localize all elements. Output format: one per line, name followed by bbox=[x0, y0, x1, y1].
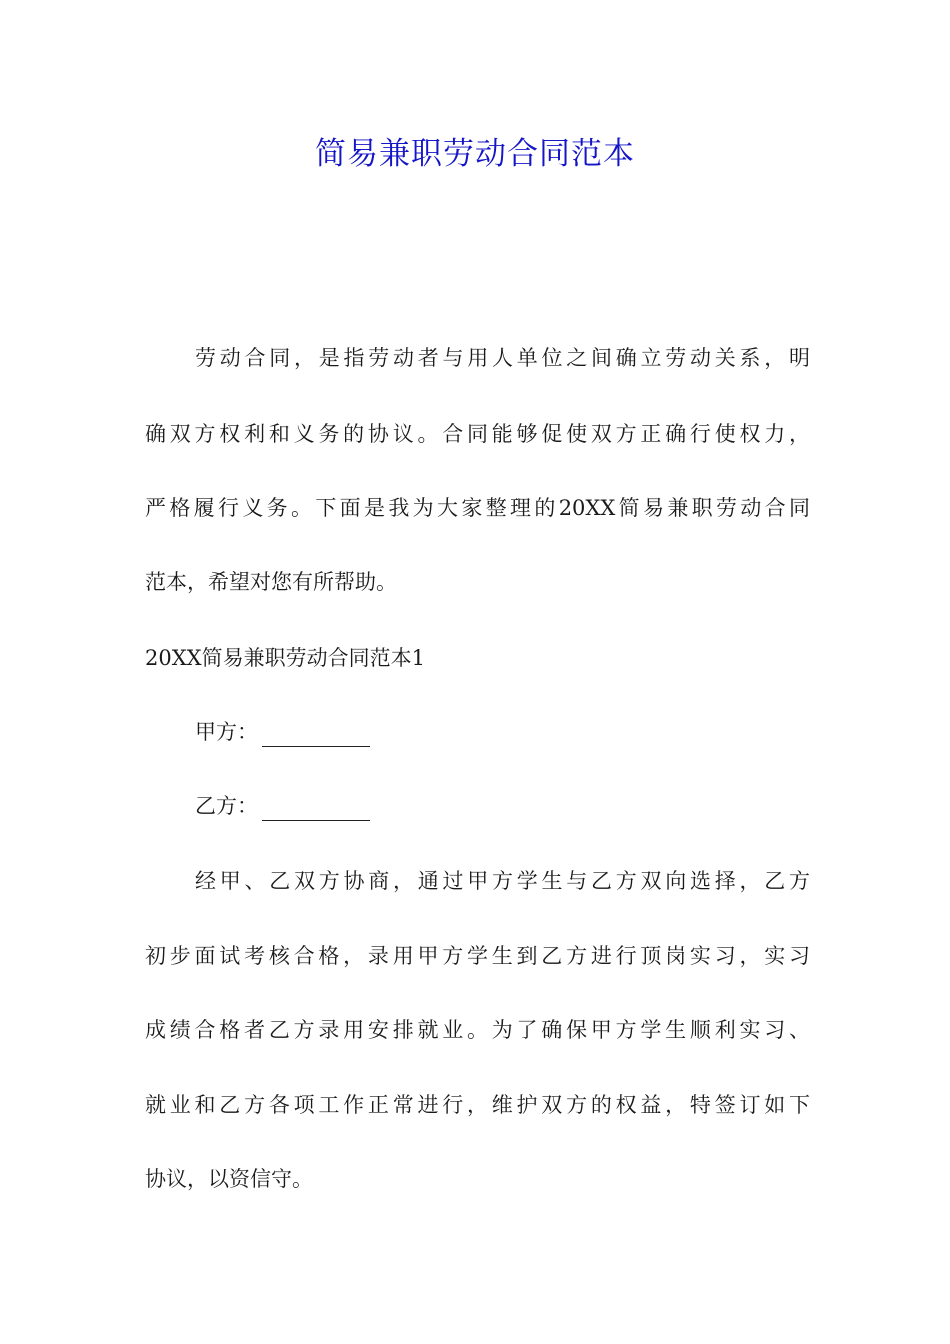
party-a-blank bbox=[262, 724, 370, 747]
agreement-line-5: 协议，以资信守。 bbox=[145, 1167, 313, 1191]
party-a-label: 甲方： bbox=[195, 720, 258, 744]
agreement-line-3: 成绩合格者乙方录用安排就业。为了确保甲方学生顺利实习、 bbox=[145, 1018, 810, 1042]
section-heading: 20XX简易兼职劳动合同范本1 bbox=[145, 646, 425, 670]
intro-line-3: 严格履行义务。下面是我为大家整理的20XX简易兼职劳动合同 bbox=[145, 496, 810, 520]
agreement-line-2: 初步面试考核合格，录用甲方学生到乙方进行顶岗实习，实习 bbox=[145, 944, 810, 968]
party-b-row bbox=[195, 791, 810, 821]
agreement-line-4: 就业和乙方各项工作正常进行，维护双方的权益，特签订如下 bbox=[145, 1093, 810, 1117]
document-title: 简易兼职劳动合同范本 bbox=[315, 136, 635, 172]
party-b-blank bbox=[262, 798, 370, 821]
intro-line-1: 劳动合同，是指劳动者与用人单位之间确立劳动关系，明 bbox=[195, 346, 810, 370]
party-b-label: 乙方： bbox=[195, 794, 258, 818]
intro-line-4: 范本，希望对您有所帮助。 bbox=[145, 570, 397, 594]
intro-line-2: 确双方权利和义务的协议。合同能够促使双方正确行使权力， bbox=[145, 422, 810, 446]
agreement-line-1: 经甲、乙双方协商，通过甲方学生与乙方双向选择，乙方 bbox=[195, 869, 810, 893]
party-a-row bbox=[195, 717, 810, 747]
